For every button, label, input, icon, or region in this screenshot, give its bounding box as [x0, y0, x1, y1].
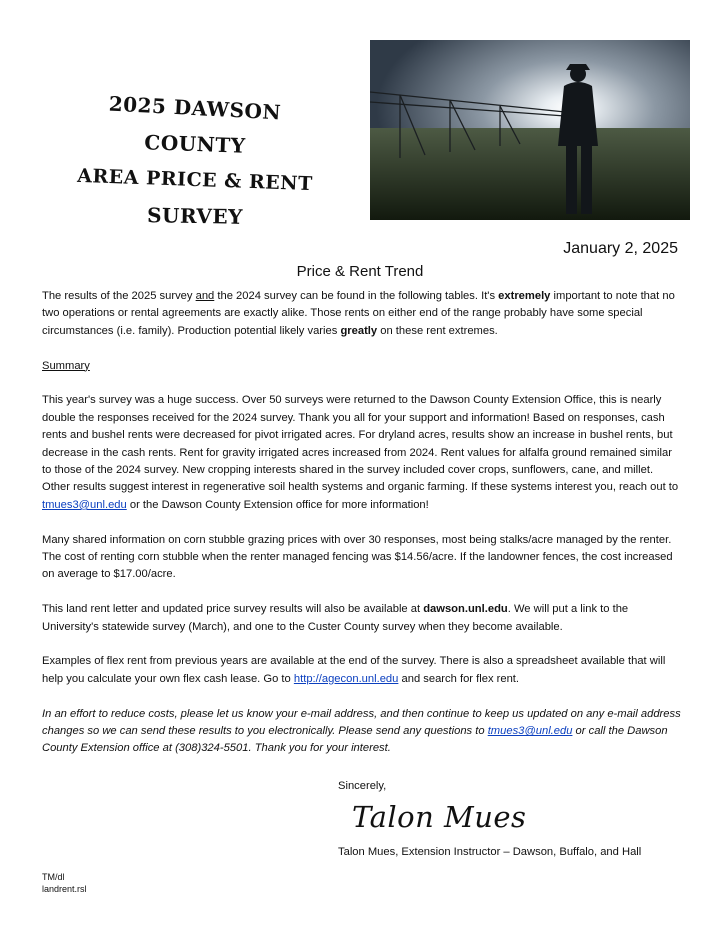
website-name: dawson.unl.edu: [423, 603, 508, 616]
letter-date: January 2, 2025: [563, 240, 678, 257]
document-title: [40, 90, 350, 234]
agecon-link[interactable]: http://agecon.unl.edu: [293, 672, 399, 685]
intro-extremely: extremely: [498, 290, 551, 302]
summary-text-2: or the Dawson County Extension office for more information!: [126, 498, 429, 511]
summary-label: Summary: [42, 359, 90, 372]
footer-filename: landrent.rsl: [42, 884, 87, 894]
title-line-3: AREA PRICE & RENT: [76, 164, 314, 196]
title-line-1: 2025 DAWSON: [108, 91, 282, 125]
summary-text-1: This year's survey was a huge success. Over 50 surveys were returned to the Dawson County Extension Office, this is nearly double the responses received for the 2024 survey. Thank you all for your support and information! Based on responses, cash rents and bushel rents were decreased for pivot irrigated acres. For dryland acres, results show an increase in bushel rents, but decrease in the cash rents. Rent for gravity irrigated acres increased from 2024. Rent values for alfalfa ground remained similar to those of the 2024 survey. New cropping interests shared in the survey included cover crops, sunflowers, cane, and millet. Other results suggest interest in regenerative soil health systems and organic farming. If these systems interest you, reach out to: [42, 394, 679, 494]
intro-text-4: on these rent extremes.: [377, 324, 498, 337]
section-heading: Price & Rent Trend: [296, 263, 424, 280]
closing-sincerely: Sincerely,: [338, 780, 387, 792]
flex-text-2: and search for flex rent.: [398, 672, 520, 685]
summary-paragraph: [42, 392, 682, 514]
intro-paragraph: [42, 288, 682, 340]
title-line-4: SURVEY: [146, 203, 244, 229]
signer-title: Talon Mues, Extension Instructor – Dawson, Buffalo, and Hall: [338, 846, 642, 858]
email-note-text-1: In an effort to reduce costs, please let us know your e-mail address, and then continue to keep us updated on any e-mail address changes so we can send these results to you electronically. Please send any questions to: [42, 707, 681, 738]
intro-greatly: greatly: [340, 324, 378, 337]
website-text-2: . We will put a link to the University's statewide survey (March), and one to the Custer County survey when they become available.: [42, 603, 629, 633]
email-note-text-2: or call the Dawson County Extension office at (308)324-5501. Thank you for your interest.: [42, 725, 668, 755]
website-paragraph: [42, 601, 682, 636]
flex-rent-paragraph: [42, 653, 682, 688]
stubble-paragraph: Many shared information on corn stubble grazing prices with over 30 responses, most being stalks/acre managed by the renter. The cost of renting corn stubble when the renter managed fencing was $14.56/acre. If the landowner fences, the cost increased on average to $17.00/acre.: [42, 533, 673, 581]
intro-text-3: important to note that no two operations or rental agreements are exactly alike. Those rents on either end of the range probably have some special circumstances (i.e. family). Production potential likely varies: [42, 290, 675, 337]
footer-initials: TM/dl: [42, 872, 65, 882]
intro-text-1: The results of the 2025 survey: [42, 290, 196, 302]
farmer-pivot-photo: [370, 40, 690, 220]
email-note-link[interactable]: tmues3@unl.edu: [487, 725, 573, 738]
email-link[interactable]: tmues3@unl.edu: [42, 498, 127, 511]
footer-reference: [42, 871, 87, 895]
letter-body: [42, 288, 682, 775]
intro-and: and: [195, 290, 215, 302]
email-note-paragraph: [42, 706, 682, 758]
intro-text-2: the 2024 survey can be found in the following tables. It's: [214, 290, 499, 302]
handwritten-signature: Talon Mues: [352, 800, 527, 834]
website-text-1: This land rent letter and updated price survey results will also be available at: [42, 603, 424, 616]
title-line-2: COUNTY: [143, 130, 246, 158]
flex-text-1: Examples of flex rent from previous years are available at the end of the survey. There is also a spreadsheet available that will help you calculate your own flex cash lease. Go to: [42, 655, 666, 685]
